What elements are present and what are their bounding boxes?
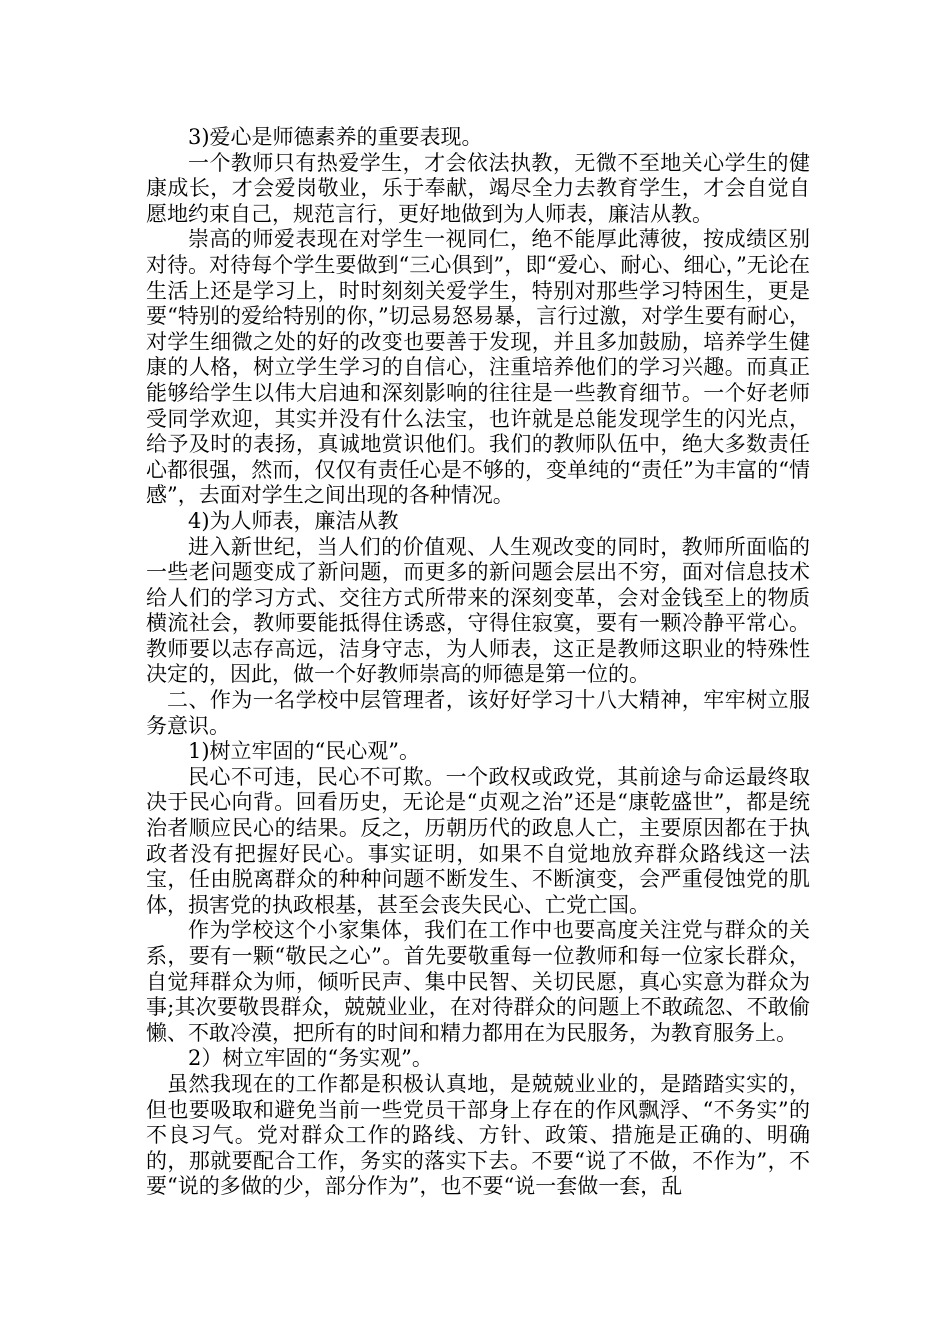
paragraph: 崇高的师爱表现在对学生一视同仁，绝不能厚此薄彼，按成绩区别对待。对待每个学生要做到“三心俱到”，即“爱心、耐心、细心，”无论在生活上还是学习上，时时刻刻关爱学生，特别对那些学习特困生，更是要“特别的爱给特别的你，”切忌易怒易暴，言行过激，对学生要有耐心，对学生细微之处的好的改变也要善于发现，并且多加鼓励，培养学生健康的人格，树立学生学习的自信心，注重培养他们的学习兴趣。而真正能够给学生以伟大启迪和深刻影响的往往是一些教育细节。一个好老师受同学欢迎，其实并没有什么法宝，也许就是总能发现学生的闪光点，给予及时的表扬，真诚地赏识他们。我们的教师队伍中，绝大多数责任心都很强，然而，仅仅有责任心是不够的，变单纯的“责任”为丰富的“情感”，去面对学生之间出现的各种情况。 <box>146 227 810 508</box>
heading-role-model: 4)为人师表，廉洁从教 <box>188 508 399 533</box>
paragraph: 作为学校这个小家集体，我们在工作中也要高度关注党与群众的关系，要有一颗“敬民之心”。首先要敬重每一位教师和每一位家长群众，自觉拜群众为师，倾听民声、集中民智、关切民愿，真心实意为群众为事;其次要敬畏群众，兢兢业业，在对待群众的问题上不敢疏忽、不敢偷懒、不敢冷漠，把所有的时间和精力都用在为民服务，为教育服务上。 <box>146 918 810 1045</box>
paragraph: 一个教师只有热爱学生，才会依法执教，无微不至地关心学生的健康成长，才会爱岗敬业，乐于奉献，竭尽全力去教育学生，才会自觉自愿地约束自己，规范言行，更好地做到为人师表，廉洁从教。 <box>146 150 810 226</box>
section-heading-two: 二、作为一名学校中层管理者，该好好学习十八大精神，牢牢树立服务意识。 <box>146 688 810 738</box>
paragraph: 进入新世纪，当人们的价值观、人生观改变的同时，教师所面临的一些老问题变成了新问题，而更多的新问题会层出不穷，面对信息技术给人们的学习方式、交往方式所带来的深刻变革，会对金钱至上的物质横流社会，教师要能抵得住诱惑，守得住寂寞，要有一颗冷静平常心。教师要以志存高远，洁身守志，为人师表，这正是教师这职业的特殊性决定的，因此，做一个好教师崇高的师德是第一位的。 <box>146 534 810 687</box>
paragraph: 虽然我现在的工作都是积极认真地，是兢兢业业的，是踏踏实实的，但也要吸取和避免当前一些党员干部身上存在的作风飘浮、“不务实”的不良习气。党对群众工作的路线、方针、政策、措施是正确的、明确的，那就要配合工作，务实的落实下去。不要“说了不做，不作为”，不要“说的多做的少，部分作为”，也不要“说一套做一套，乱 <box>146 1071 810 1199</box>
paragraph: 民心不可违，民心不可欺。一个政权或政党，其前途与命运最终取决于民心向背。回看历史，无论是“贞观之治”还是“康乾盛世”，都是统治者顺应民心的结果。反之，历朝历代的政息人亡，主要原因都在于执政者没有把握好民心。事实证明，如果不自觉地放弃群众路线这一法宝，任由脱离群众的种种问题不断发生、不断演变，会严重侵蚀党的肌体，损害党的执政根基，甚至会丧失民心、亡党亡国。 <box>146 764 810 917</box>
heading-love: 3)爱心是师德素养的重要表现。 <box>188 125 483 149</box>
heading-people-view: 1)树立牢固的“民心观”。 <box>188 739 421 764</box>
document-body <box>146 125 810 1200</box>
heading-pragmatic-view: 2）树立牢固的“务实观”。 <box>188 1046 433 1071</box>
